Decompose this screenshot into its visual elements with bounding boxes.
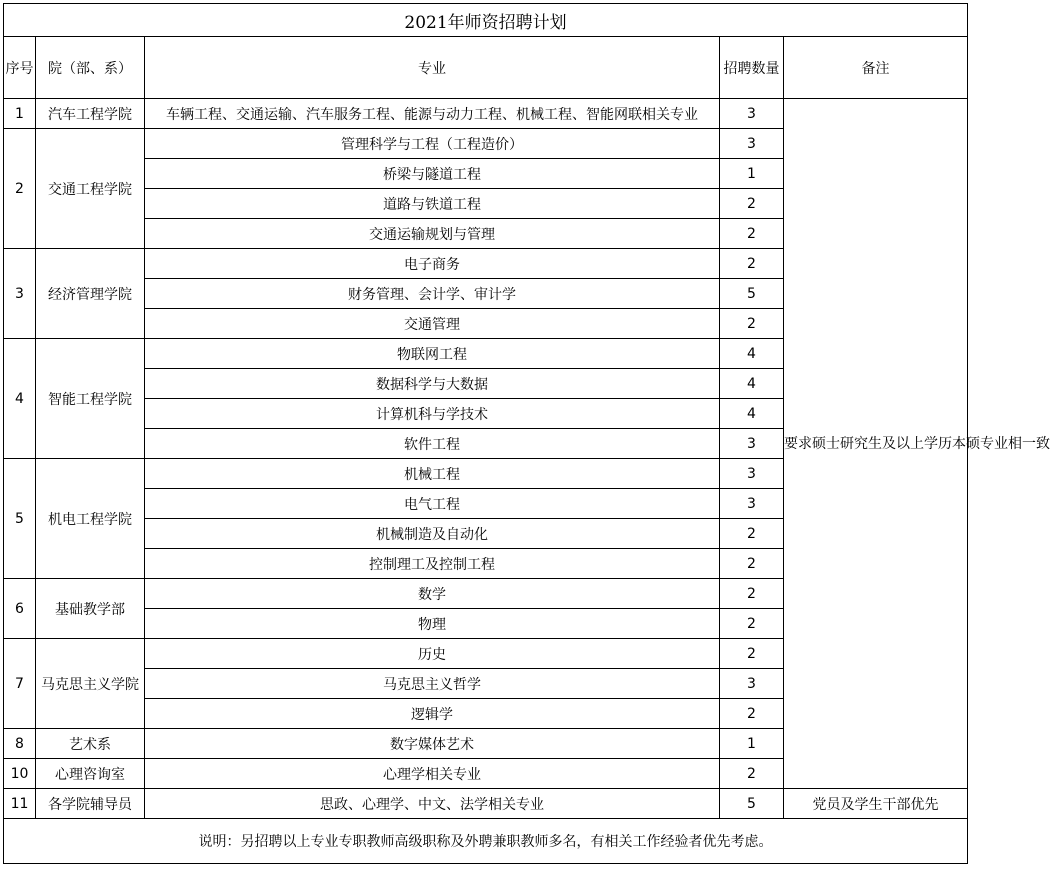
seq-cell: 11 — [4, 789, 36, 819]
college-cell: 智能工程学院 — [36, 339, 145, 459]
table-row — [4, 789, 968, 819]
major-cell: 车辆工程、交通运输、汽车服务工程、能源与动力工程、机械工程、智能网联相关专业 — [145, 99, 720, 129]
seq-cell: 8 — [4, 729, 36, 759]
count-cell: 2 — [720, 189, 784, 219]
count-cell: 2 — [720, 519, 784, 549]
count-cell: 5 — [720, 789, 784, 819]
count-cell: 3 — [720, 669, 784, 699]
count-cell: 2 — [720, 249, 784, 279]
major-cell: 机械制造及自动化 — [145, 519, 720, 549]
remark-last-cell: 党员及学生干部优先 — [784, 789, 968, 819]
college-cell: 各学院辅导员 — [36, 789, 145, 819]
header-seq: 序号 — [4, 37, 36, 99]
header-row — [4, 37, 968, 99]
seq-cell: 6 — [4, 579, 36, 639]
major-cell: 软件工程 — [145, 429, 720, 459]
major-cell: 电子商务 — [145, 249, 720, 279]
major-cell: 逻辑学 — [145, 699, 720, 729]
count-cell: 5 — [720, 279, 784, 309]
count-cell: 2 — [720, 549, 784, 579]
major-cell: 机械工程 — [145, 459, 720, 489]
college-cell: 经济管理学院 — [36, 249, 145, 339]
major-cell: 数据科学与大数据 — [145, 369, 720, 399]
count-cell: 1 — [720, 159, 784, 189]
seq-cell: 2 — [4, 129, 36, 249]
count-cell: 4 — [720, 339, 784, 369]
college-cell: 基础教学部 — [36, 579, 145, 639]
count-cell: 2 — [720, 609, 784, 639]
count-cell: 4 — [720, 369, 784, 399]
major-cell: 管理科学与工程（工程造价） — [145, 129, 720, 159]
seq-cell: 7 — [4, 639, 36, 729]
major-cell: 心理学相关专业 — [145, 759, 720, 789]
college-cell: 汽车工程学院 — [36, 99, 145, 129]
seq-cell: 5 — [4, 459, 36, 579]
count-cell: 3 — [720, 429, 784, 459]
major-cell: 交通运输规划与管理 — [145, 219, 720, 249]
count-cell: 2 — [720, 759, 784, 789]
major-cell: 马克思主义哲学 — [145, 669, 720, 699]
major-cell: 物联网工程 — [145, 339, 720, 369]
college-cell: 交通工程学院 — [36, 129, 145, 249]
table-title: 2021年师资招聘计划 — [4, 4, 968, 37]
seq-cell: 1 — [4, 99, 36, 129]
count-cell: 1 — [720, 729, 784, 759]
count-cell: 4 — [720, 399, 784, 429]
major-cell: 电气工程 — [145, 489, 720, 519]
seq-cell: 10 — [4, 759, 36, 789]
footer-note: 说明：另招聘以上专业专职教师高级职称及外聘兼职教师多名，有相关工作经验者优先考虑。 — [4, 819, 968, 864]
major-cell: 思政、心理学、中文、法学相关专业 — [145, 789, 720, 819]
major-cell: 桥梁与隧道工程 — [145, 159, 720, 189]
seq-cell: 3 — [4, 249, 36, 339]
count-cell: 2 — [720, 579, 784, 609]
major-cell: 控制理工及控制工程 — [145, 549, 720, 579]
count-cell: 3 — [720, 489, 784, 519]
header-count: 招聘数量 — [720, 37, 784, 99]
major-cell: 道路与铁道工程 — [145, 189, 720, 219]
count-cell: 2 — [720, 639, 784, 669]
major-cell: 财务管理、会计学、审计学 — [145, 279, 720, 309]
college-cell: 马克思主义学院 — [36, 639, 145, 729]
major-cell: 物理 — [145, 609, 720, 639]
remark-main-cell: 要求硕士研究生及以上学历本硕专业相一致 — [784, 99, 968, 789]
recruitment-plan-table — [3, 3, 1050, 864]
count-cell: 2 — [720, 309, 784, 339]
count-cell: 2 — [720, 699, 784, 729]
major-cell: 历史 — [145, 639, 720, 669]
major-cell: 数字媒体艺术 — [145, 729, 720, 759]
header-major: 专业 — [145, 37, 720, 99]
count-cell: 3 — [720, 129, 784, 159]
college-cell: 艺术系 — [36, 729, 145, 759]
major-cell: 计算机科与学技术 — [145, 399, 720, 429]
header-college: 院（部、系） — [36, 37, 145, 99]
major-cell: 数学 — [145, 579, 720, 609]
header-remark: 备注 — [784, 37, 968, 99]
college-cell: 机电工程学院 — [36, 459, 145, 579]
count-cell: 3 — [720, 459, 784, 489]
count-cell: 3 — [720, 99, 784, 129]
major-cell: 交通管理 — [145, 309, 720, 339]
seq-cell: 4 — [4, 339, 36, 459]
table-row — [4, 99, 968, 129]
college-cell: 心理咨询室 — [36, 759, 145, 789]
count-cell: 2 — [720, 219, 784, 249]
